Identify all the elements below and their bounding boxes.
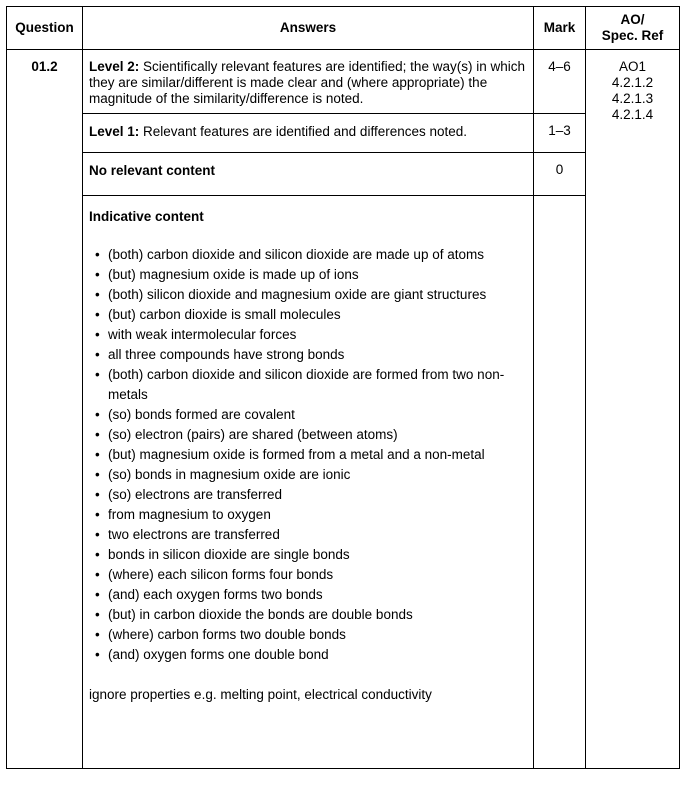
level1-answer bbox=[83, 114, 534, 153]
bullet-item: • (so) bonds in magnesium oxide are ionic bbox=[97, 465, 527, 485]
level1-mark: 1–3 bbox=[534, 114, 586, 153]
bullet-item: • from magnesium to oxygen bbox=[97, 505, 527, 525]
no-relevant-content-mark: 0 bbox=[534, 153, 586, 196]
header-row bbox=[7, 7, 680, 50]
bullet-item: • (both) carbon dioxide and silicon dioxide are formed from two non-metals bbox=[97, 365, 527, 405]
bullet-item: • (so) electrons are transferred bbox=[97, 485, 527, 505]
question-number: 01.2 bbox=[7, 50, 83, 769]
level2-row bbox=[7, 50, 680, 114]
ao-ref: 4.2.1.2 bbox=[611, 75, 654, 90]
bullet-item: • (both) silicon dioxide and magnesium oxide are giant structures bbox=[97, 285, 527, 305]
ao-spec-ref-header bbox=[586, 7, 680, 50]
ao-header-line1: AO/ bbox=[620, 12, 645, 27]
ao-ref: AO1 bbox=[618, 59, 646, 74]
level1-row bbox=[7, 114, 680, 153]
ao-spec-refs bbox=[586, 50, 680, 769]
indicative-content-groups bbox=[83, 245, 533, 665]
indicative-content-row bbox=[7, 196, 680, 769]
indicative-mark-cell bbox=[534, 196, 586, 769]
bullet-item: • two electrons are transferred bbox=[97, 525, 527, 545]
level1-label: Level 1: bbox=[89, 124, 140, 139]
bullet-item: • (where) carbon forms two double bonds bbox=[97, 625, 527, 645]
bullet-item: • (and) oxygen forms one double bond bbox=[97, 645, 527, 665]
level2-answer bbox=[83, 50, 534, 114]
bullet-item: • (but) carbon dioxide is small molecules bbox=[97, 305, 527, 325]
answers-header: Answers bbox=[83, 7, 534, 50]
bullet-group bbox=[83, 285, 533, 345]
bullet-item: • (but) magnesium oxide is made up of ions bbox=[97, 265, 527, 285]
level2-mark: 4–6 bbox=[534, 50, 586, 114]
mark-scheme-table bbox=[6, 6, 680, 769]
bullet-item: • (so) electron (pairs) are shared (between atoms) bbox=[97, 425, 527, 445]
ao-header-line2: Spec. Ref bbox=[601, 28, 664, 43]
level2-text: Scientifically relevant features are identified; the way(s) in which they are similar/different is made clear and (where appropriate) the magnitude of the similarity/difference is noted. bbox=[89, 59, 525, 106]
bullet-item: • (both) carbon dioxide and silicon dioxide are made up of atoms bbox=[97, 245, 527, 265]
ao-ref: 4.2.1.3 bbox=[611, 91, 654, 106]
level2-label: Level 2: bbox=[89, 59, 140, 74]
no-relevant-content-row bbox=[7, 153, 680, 196]
bullet-item: • all three compounds have strong bonds bbox=[97, 345, 527, 365]
bullet-item: • with weak intermolecular forces bbox=[97, 325, 527, 345]
bullet-item: • (but) magnesium oxide is formed from a metal and a non-metal bbox=[97, 445, 527, 465]
mark-header: Mark bbox=[534, 7, 586, 50]
ao-ref: 4.2.1.4 bbox=[611, 107, 654, 122]
bullet-group bbox=[83, 545, 533, 665]
indicative-content-cell bbox=[83, 196, 534, 769]
no-relevant-content-label: No relevant content bbox=[83, 153, 534, 196]
indicative-content-heading: Indicative content bbox=[89, 209, 204, 224]
bullet-item: • (and) each oxygen forms two bonds bbox=[97, 585, 527, 605]
question-header: Question bbox=[7, 7, 83, 50]
bullet-item: • (where) each silicon forms four bonds bbox=[97, 565, 527, 585]
bullet-item: • bonds in silicon dioxide are single bonds bbox=[97, 545, 527, 565]
level1-text: Relevant features are identified and differences noted. bbox=[143, 124, 468, 139]
bullet-item: • (but) in carbon dioxide the bonds are double bonds bbox=[97, 605, 527, 625]
ignore-note: ignore properties e.g. melting point, electrical conductivity bbox=[89, 687, 432, 702]
bullet-group bbox=[83, 245, 533, 285]
bullet-item: • (so) bonds formed are covalent bbox=[97, 405, 527, 425]
bullet-group bbox=[83, 345, 533, 545]
